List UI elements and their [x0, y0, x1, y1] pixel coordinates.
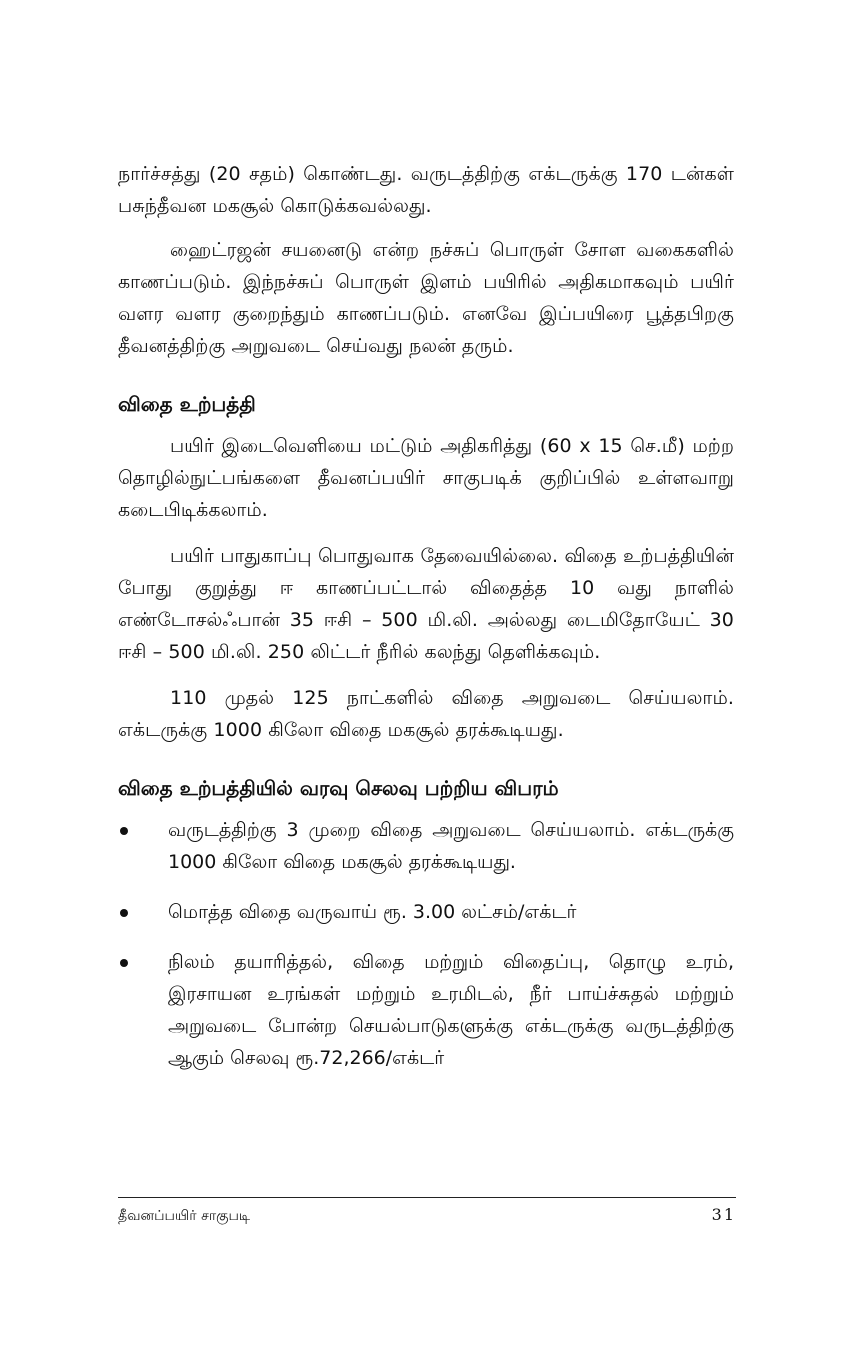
list-item-text: வருடத்திற்கு 3 முறை விதை அறுவடை செய்யலாம். எக்டருக்கு 1000 கிலோ விதை மகசூல் தரக்கூடியது.: [168, 819, 734, 873]
list-item-text: நிலம் தயாரித்தல், விதை மற்றும் விதைப்பு, தொழு உரம், இரசாயன உரங்கள் மற்றும் உரமிடல், நீர் பாய்ச்சுதல் மற்றும் அறுவடை போன்ற செயல்பாடுகளுக்கு எக்டருக்கு வருடத்திற்கு ஆகும் செலவு ரூ.72,266/எக்டர்: [168, 951, 734, 1069]
list-item-text: மொத்த விதை வருவாய் ரூ. 3.00 லட்சம்/எக்டர்: [168, 901, 577, 923]
page-number: 31: [711, 1205, 736, 1224]
list-item: [118, 946, 734, 1074]
bullet-icon: [120, 827, 128, 835]
paragraph-hydrogen-cyanide: ஹைட்ரஜன் சயனைடு என்ற நச்சுப் பொருள் சோள வகைகளில் காணப்படும். இந்நச்சுப் பொருள் இளம் பயிரில் அதிகமாகவும் பயிர் வளர வளர குறைந்தும் காணப்படும். எனவே இப்பயிரை பூத்தபிறகு தீவனத்திற்கு அறுவடை செய்வது நலன் தரும்.: [118, 239, 734, 357]
bullet-icon: [120, 959, 128, 967]
bullet-icon: [120, 909, 128, 917]
paragraph-plant-protection: பயிர் பாதுகாப்பு பொதுவாக தேவையில்லை. விதை உற்பத்தியின் போது குறுத்து ஈ காணப்பட்டால் விதைத்த 10 வது நாளில் எண்டோசல்ஃபான் 35 ஈசி – 500 மி.லி. அல்லது டைமிதோயேட் 30 ஈசி – 500 மி.லி. 250 லிட்டர் நீரில் கலந்து தெளிக்கவும்.: [118, 545, 734, 663]
footer-divider: [118, 1197, 736, 1198]
section-heading-seed-production: விதை உற்பத்தி: [118, 392, 256, 416]
list-item: [118, 896, 734, 928]
paragraph-spacing: பயிர் இடைவெளியை மட்டும் அதிகரித்து (60 x 15 செ.மீ) மற்ற தொழில்நுட்பங்களை தீவனப்பயிர் சாகுபடிக் குறிப்பில் உள்ளவாறு கடைபிடிக்கலாம்.: [118, 435, 734, 521]
paragraph-seed-harvest: 110 முதல் 125 நாட்களில் விதை அறுவடை செய்யலாம். எக்டருக்கு 1000 கிலோ விதை மகசூல் தரக்கூடியது.: [118, 687, 734, 741]
list-item: [118, 814, 734, 878]
page-content: [118, 158, 734, 1092]
footer-title: தீவனப்பயிர் சாகுபடி: [118, 1208, 251, 1224]
paragraph-fiber-yield: நார்ச்சத்து (20 சதம்) கொண்டது. வருடத்திற்கு எக்டருக்கு 170 டன்கள் பசுந்தீவன மகசூல் கொடுக்கவல்லது.: [118, 163, 734, 217]
bullet-list: [118, 814, 734, 1074]
section-heading-cost-benefit: விதை உற்பத்தியில் வரவு செலவு பற்றிய விபரம்: [118, 776, 559, 800]
